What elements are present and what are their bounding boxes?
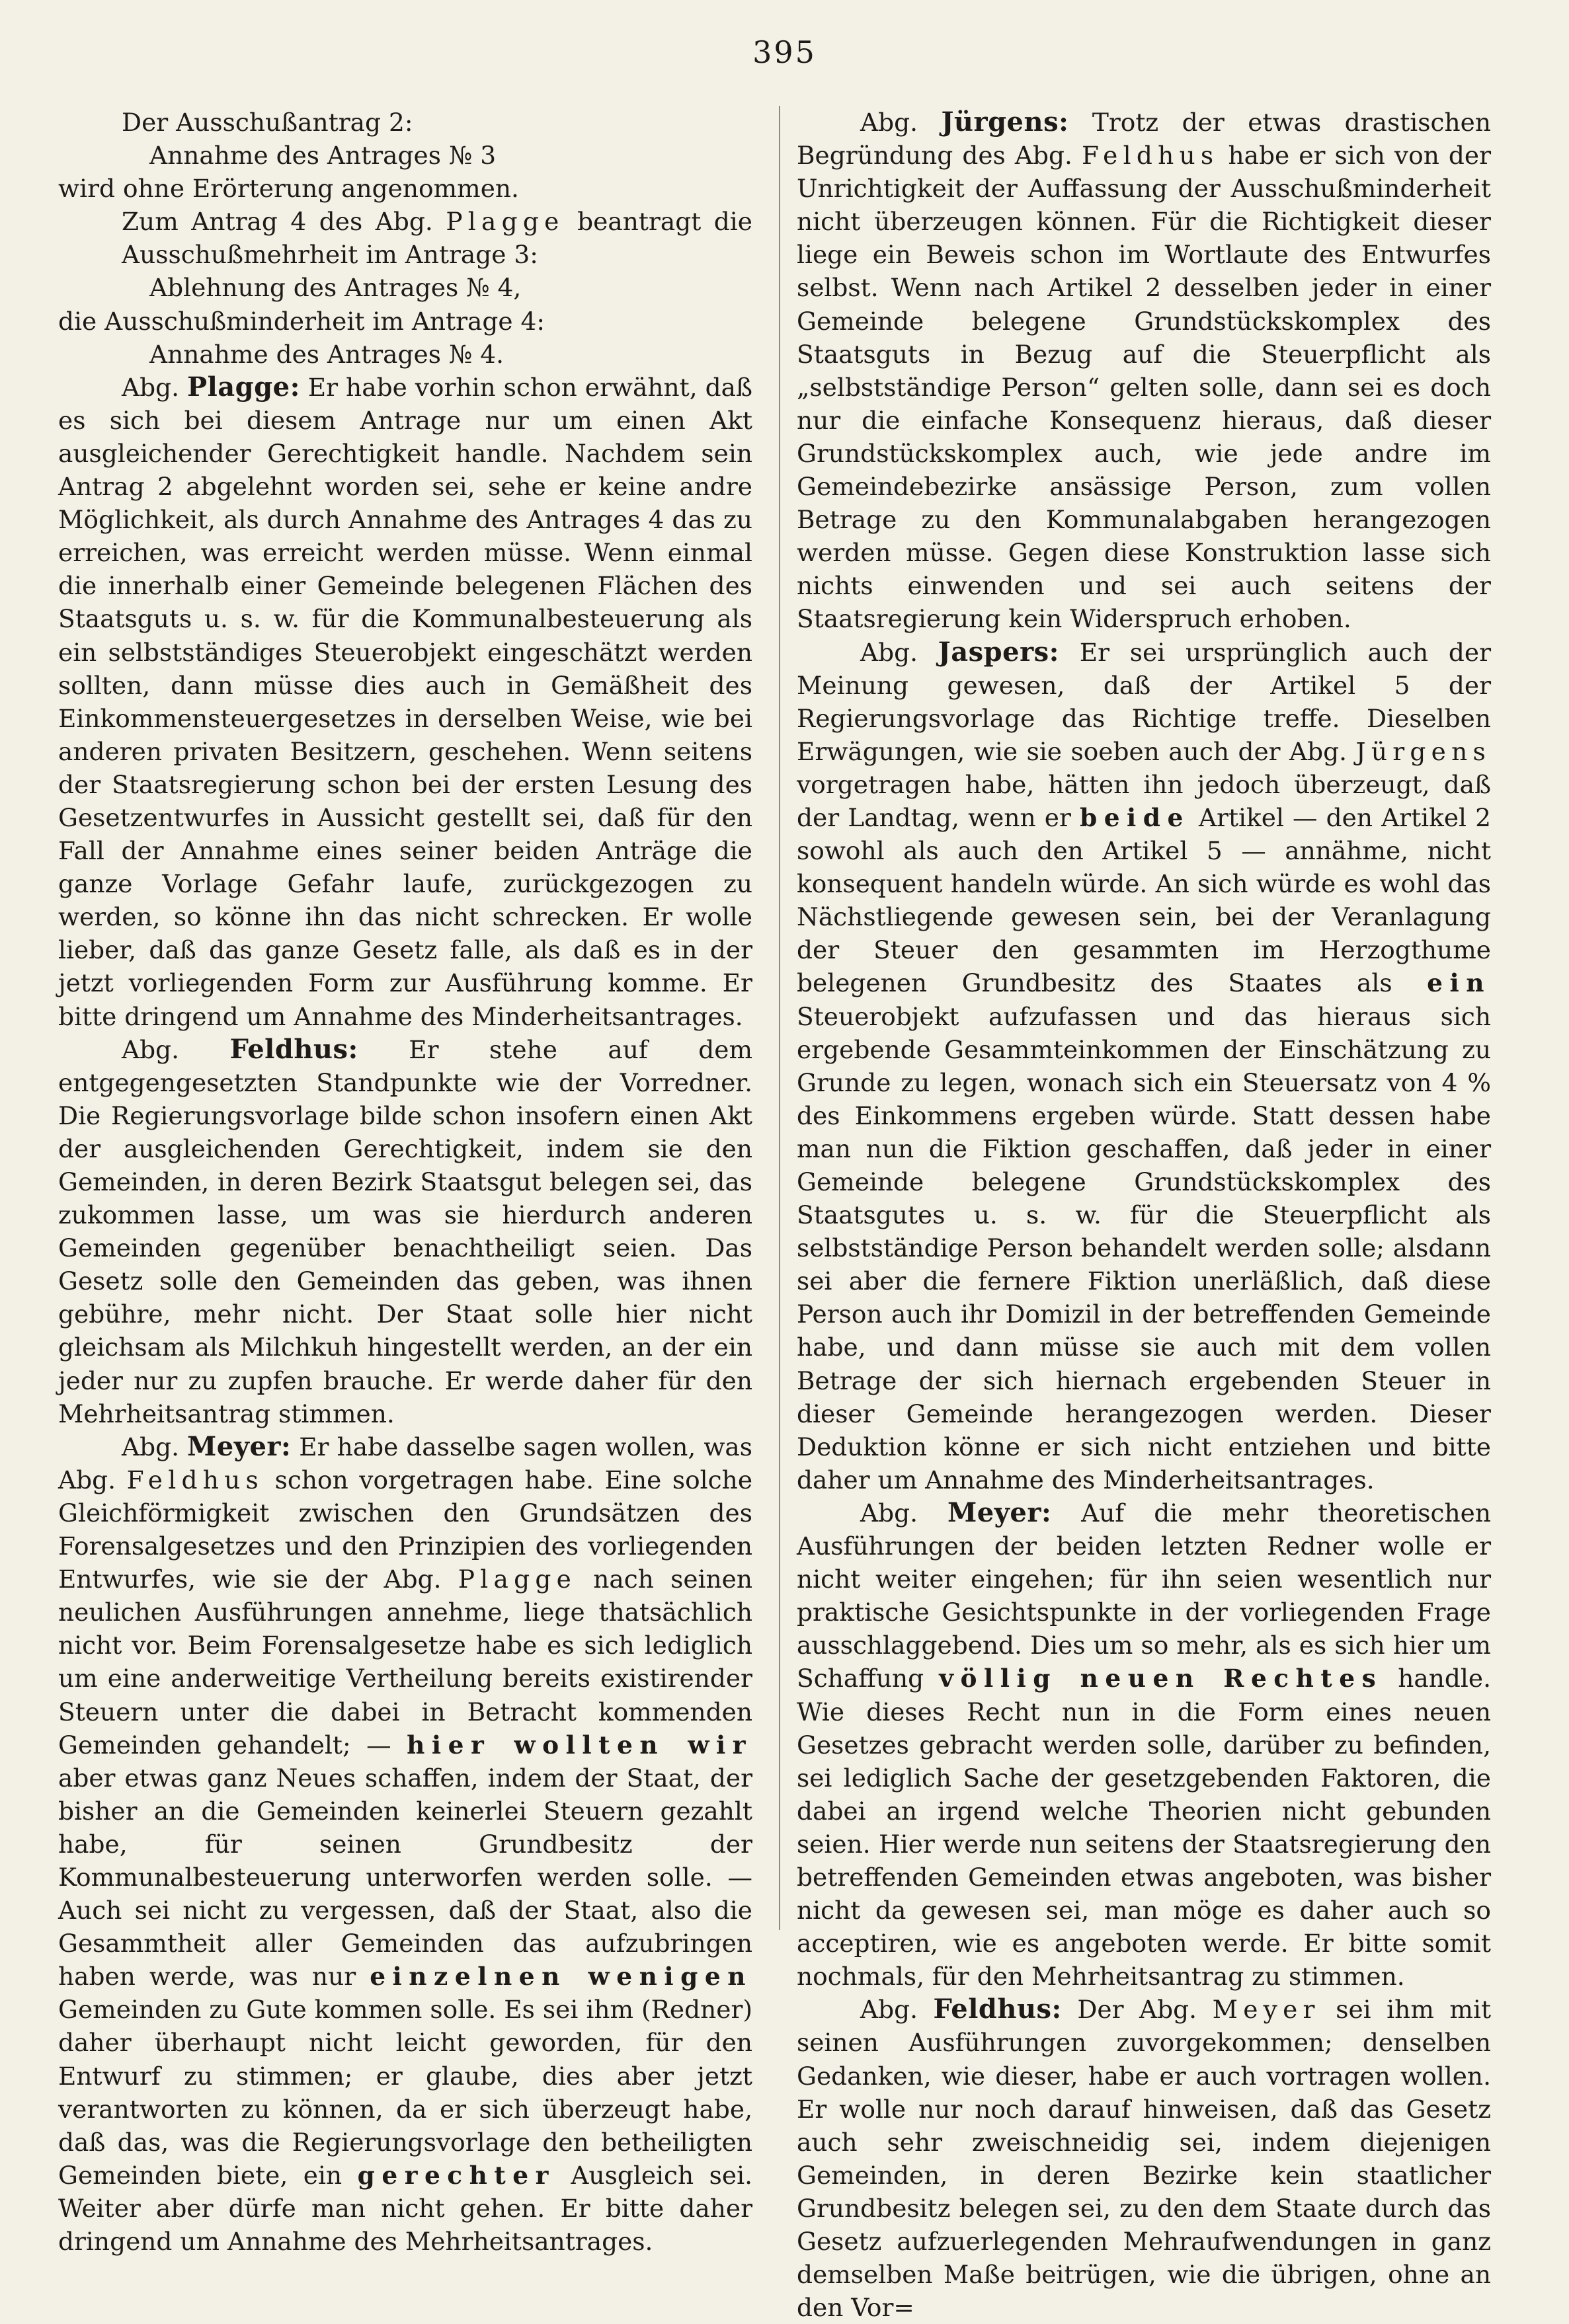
name-reference: Meyer bbox=[1212, 1995, 1320, 2025]
name-reference: Feldhus bbox=[1081, 141, 1219, 171]
speech-text: aber etwas ganz Neues schaffen, indem der Staat, der bisher an die Gemeinden keinerlei Steuern gezahlt habe, für seinen Grundbesitz der Kommunalbesteuerung unterworfen werden solle. — Auch sei nicht zu vergessen, daß der Staat, also die Gesammtheit aller Gemeinden das aufzubringen haben werde, was nur bbox=[58, 1763, 752, 1992]
speaker-name: Meyer: bbox=[947, 1496, 1052, 1528]
speech-meyer-2 bbox=[797, 1496, 1491, 1993]
speech-text: Ausgleich sei. Weiter aber dürfe man nicht gehen. Er bitte daher dringend um Annahme des Mehrheitsantrages. bbox=[58, 2160, 753, 2256]
right-column bbox=[797, 106, 1492, 2323]
paragraph-acceptance: Annahme des Antrages № 4. bbox=[149, 339, 504, 369]
page-number: 395 bbox=[752, 34, 817, 70]
text-span: beantragt die Ausschußmehrheit im Antrage 3: bbox=[122, 207, 752, 270]
speech-text: schon vorgetragen habe. Eine solche Gleichförmigkeit zwischen den Grundsätzen des Forensalgesetzes und den Prinzipien des vorliegenden Entwurfes, wie sie der Abg. bbox=[58, 1465, 753, 1594]
column-divider bbox=[779, 106, 780, 1930]
paragraph-motion-acceptance: Annahme des Antrages № 3 bbox=[149, 141, 497, 171]
name-reference: Plagge bbox=[458, 1565, 577, 1594]
speech-text: nach seinen neulichen Ausführungen annehme, liege thatsächlich nicht vor. Beim Forensalgesetze habe es sich lediglich um eine anderweitige Vertheilung bereits existirender Steuern unter die dabei in Betracht kommenden Gemeinden gehandelt; — bbox=[58, 1565, 753, 1760]
speech-text: Er stehe auf dem entgegengesetzten Standpunkte wie der Vorredner. Die Regierungsvorlage bilde schon insofern einen Akt der ausgleichenden Gerechtigkeit, indem sie den Gemeinden, in deren Bezirk Staatsgut belegen sei, das zukommen lasse, um was sie hierdurch anderen Gemeinden gegenüber benachtheiligt seien. Das Gesetz solle den Gemeinden das geben, was ihnen gebühre, mehr nicht. Der Staat solle hier nicht gleichsam als Milchkuh hingestellt werden, an der ein jeder nur zu zupfen brauche. Er werde daher für den Mehrheitsantrag stimmen. bbox=[58, 1034, 752, 1428]
name-reference: Feldhus bbox=[126, 1465, 264, 1494]
speech-text: Gemeinden zu Gute kommen solle. Es sei ihm (Redner) daher überhaupt nicht leicht geworden, für den Entwurf zu stimmen; er glaube, dies aber jetzt verantworten zu können, da er sich überzeugt habe, daß das, was die Regierungsvorlage den betheiligten Gemeinden biete, ein bbox=[58, 1995, 752, 2190]
speaker-prefix: Abg. bbox=[860, 637, 918, 667]
paragraph-motion-4 bbox=[58, 205, 752, 271]
speech-text: Er sei ursprünglich auch der Meinung gewesen, daß der Artikel 5 der Regierungsvorlage das Richtige treffe. Dieselben Erwägungen, wie sie soeben auch der Abg. bbox=[797, 637, 1492, 766]
speech-text: Artikel — den Artikel 2 sowohl als auch den Artikel 5 — annähme, nicht konsequent handeln würde. An sich würde es wohl das Nächstliegende gewesen sein, bei der Veranlagung der Steuer den gesammten im Herzogthume belegenen Grundbesitz des Staates als bbox=[797, 802, 1491, 998]
emphasis-text: einzelnen wenigen bbox=[370, 1962, 752, 1992]
speaker-name: Jürgens: bbox=[941, 106, 1069, 137]
emphasis-text: ein bbox=[1427, 968, 1491, 998]
speech-text: Er habe vorhin schon erwähnt, daß es sich bei diesem Antrage nur um einen Akt ausgleichender Gerechtigkeit handle. Nachdem sein Antrag 2 abgelehnt worden sei, sehe er keine andre Möglichkeit, als durch Annahme des Antrages 4 das zu erreichen, was erreicht werden müsse. Wenn einmal die innerhalb einer Gemeinde belegenen Flächen des Staatsguts u. s. w. für die Kommunalbesteuerung als ein selbstständiges Steuerobjekt eingeschätzt werden sollten, dann müsse dies auch in Gemäßheit des Einkommensteuergesetzes in derselben Weise, wie bei anderen privaten Besitzern, geschehen. Wenn seitens der Staatsregierung schon bei der ersten Lesung des Gesetzentwurfes in Aussicht gestellt sei, daß für den Fall der Annahme eines seiner beiden Anträge die ganze Vorlage Gefahr laufe, zurückgezogen zu werden, so könne ihn das nicht schrecken. Er wolle lieber, daß das ganze Gesetz falle, als daß es in der jetzt vorliegenden Form zur Ausführung komme. Er bitte dringend um Annahme des Minderheitsantrages. bbox=[58, 372, 753, 1031]
speech-juergens bbox=[797, 106, 1491, 636]
emphasis-text: beide bbox=[1079, 802, 1190, 832]
left-column bbox=[58, 106, 753, 2256]
speaker-prefix: Abg. bbox=[122, 1432, 180, 1461]
name-reference: Plagge bbox=[446, 207, 565, 237]
speech-text: habe er sich von der Unrichtigkeit der Auffassung der Ausschußminderheit nicht überzeugen können. Für die Richtigkeit dieser liege ein Beweis schon im Wortlaute des Entwurfes selbst. Wenn nach Artikel 2 desselben jeder in einer Gemeinde belegene Grundstückskomplex des Staatsguts in Bezug auf die Steuerpflicht als „selbstständige Person“ gelten solle, dann sei es doch nur die einfache Konsequenz hieraus, daß dieser Grundstückskomplex auch, wie jede andre im Gemeindebezirke ansässige Person, zum vollen Betrage zu den Kommunalabgaben herangezogen werden müsse. Gegen diese Konstruktion lasse sich nichts einwenden und sei auch seitens der Staatsregierung kein Widerspruch erhoben. bbox=[797, 141, 1492, 634]
name-reference: Jürgens bbox=[1355, 736, 1492, 766]
paragraph-minority: die Ausschußminderheit im Antrage 4: bbox=[58, 306, 545, 336]
speech-text: Der Abg. bbox=[1077, 1995, 1197, 2025]
speech-jaspers bbox=[797, 636, 1491, 1496]
emphasis-text: hier wollten wir bbox=[407, 1730, 752, 1760]
speaker-prefix: Abg. bbox=[860, 1995, 918, 2025]
speech-text: Auf die mehr theoretischen Ausführungen der beiden letzten Redner wolle er nicht weiter eingehen; für ihn seien wesentlich nur praktische Gesichtspunkte in der vorliegenden Frage ausschlaggebend. Dies um so mehr, als es sich hier um Schaffung bbox=[797, 1498, 1492, 1693]
speech-meyer bbox=[58, 1430, 752, 2258]
speech-plagge bbox=[58, 371, 752, 1033]
emphasis-text: völlig neuen Rechtes bbox=[939, 1664, 1383, 1693]
speech-text: Trotz der etwas drastischen Begründung des Abg. bbox=[797, 108, 1491, 171]
speaker-name: Plagge: bbox=[186, 371, 300, 403]
paragraph-adopted: wird ohne Erörterung angenommen. bbox=[58, 174, 519, 204]
paragraph-committee-motion: Der Ausschußantrag 2: bbox=[122, 108, 413, 137]
speech-text: handle. Wie dieses Recht nun in die Form eines neuen Gesetzes gebracht werden solle, darüber zu befinden, sei lediglich Sache der gesetzgebenden Faktoren, die dabei an irgend welche Theorien nicht gebunden seien. Hier werde nun seitens der Staatsregierung den betreffenden Gemeinden etwas angeboten, was bisher nicht da gewesen sei, man möge es daher auch so acceptiren, wie es angeboten werde. Er bitte somit nochmals, für den Mehrheitsantrag zu stimmen. bbox=[797, 1664, 1492, 1992]
speaker-prefix: Abg. bbox=[860, 1498, 918, 1528]
speech-text: vorgetragen habe, hätten ihn jedoch überzeugt, daß der Landtag, wenn er bbox=[797, 769, 1491, 832]
speaker-prefix: Abg. bbox=[860, 108, 918, 137]
speaker-prefix: Abg. bbox=[122, 372, 180, 402]
speaker-name: Feldhus: bbox=[933, 1994, 1062, 2025]
speaker-prefix: Abg. bbox=[122, 1034, 180, 1064]
speech-text: Steuerobjekt aufzufassen und das hieraus sich ergebende Gesammteinkommen der Einschätzung zu Grunde zu legen, wonach sich ein Steuersatz von 4 % des Einkommens ergeben würde. Statt dessen habe man nun die Fiktion geschaffen, daß jeder in einer Gemeinde belegene Grundstückskomplex des Staatsgutes u. s. w. für die Steuerpflicht als selbstständige Person behandelt werden solle; alsdann sei aber die fernere Fiktion unerläßlich, daß diese Person auch ihr Domizil in der betreffenden Gemeinde habe, und dann müsse sie auch mit dem vollen Betrage der sich hiernach ergebenden Steuer in dieser Gemeinde herangezogen werden. Dieser Deduktion könne er sich nicht entziehen und bitte daher um Annahme des Minderheitsantrages. bbox=[797, 1001, 1491, 1494]
speech-text: sei ihm mit seinen Ausführungen zuvorgekommen; denselben Gedanken, wie dieser, habe er auch vortragen wollen. Er wolle nur noch darauf hinweisen, daß das Gesetz auch sehr zweischneidig sei, indem diejenigen Gemeinden, in deren Bezirke kein staatlicher Grundbesitz belegen sei, zu den dem Staate durch das Gesetz aufzuerlegenden Mehraufwendungen in ganz demselben Maße beitrügen, wie die übrigen, ohne an den Vor= bbox=[797, 1995, 1492, 2323]
paragraph-rejection: Ablehnung des Antrages № 4, bbox=[149, 273, 522, 303]
speech-text: Er habe dasselbe sagen wollen, was Abg. bbox=[58, 1432, 753, 1494]
text-span: Zum Antrag 4 des Abg. bbox=[122, 207, 433, 237]
emphasis-text: gerechter bbox=[357, 2160, 555, 2190]
speaker-name: Meyer: bbox=[187, 1430, 292, 1462]
speaker-name: Feldhus: bbox=[229, 1033, 358, 1065]
speaker-name: Jaspers: bbox=[938, 636, 1059, 668]
speech-feldhus bbox=[58, 1033, 752, 1430]
speech-feldhus-2 bbox=[797, 1993, 1491, 2324]
